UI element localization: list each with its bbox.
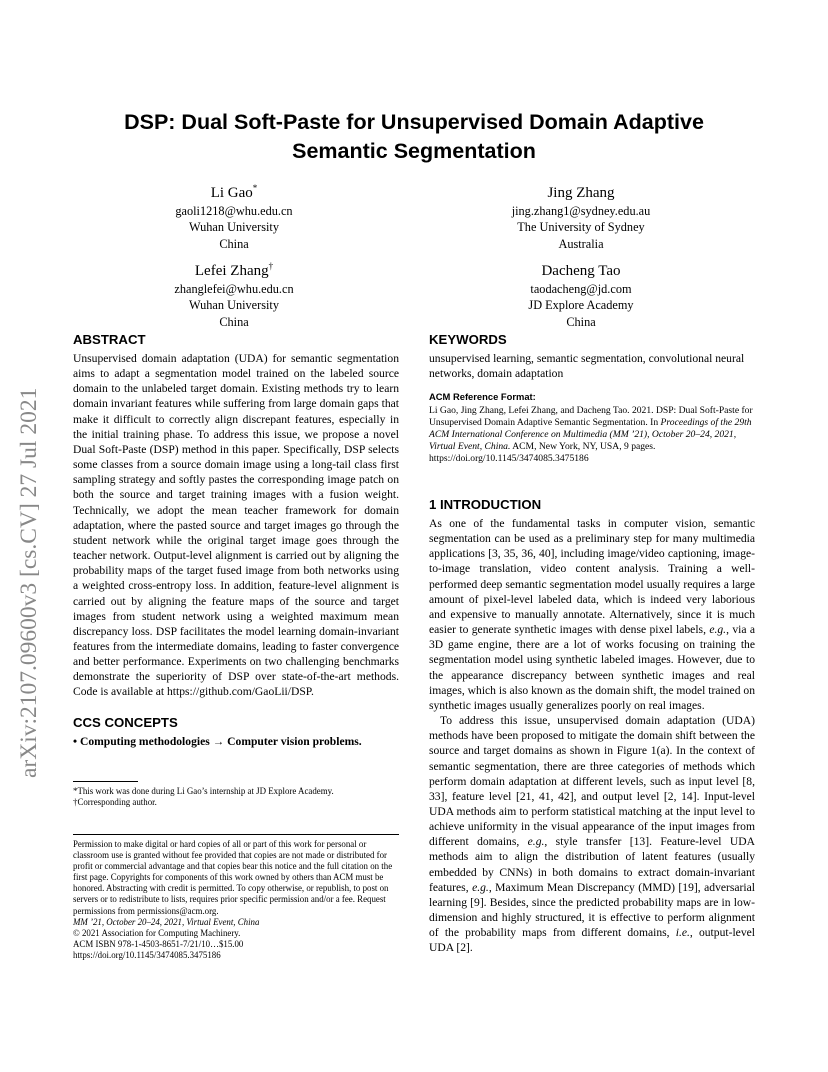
reference-format-heading: ACM Reference Format: [429, 391, 536, 402]
reference-citation: Li Gao, Jing Zhang, Lefei Zhang, and Dacheng Tao. 2021. DSP: Dual Soft-Paste for Unsupervised Domain Adaptive Semantic Segmentation. In [429, 405, 753, 429]
abstract-text: Unsupervised domain adaptation (UDA) for semantic segmentation aims to adapt a segmentation model trained on the labeled source domain to the unlabeled target domain. Existing methods try to learn domain invariant features while suffering from large domain gaps that make it difficult to correctly align discrepant features, especially in the initial training phase. To address this issue, we propose a novel Dual Soft-Paste (DSP) method in this paper. Specifically, DSP selects some classes from a source domain image using a long-tail class first sampling strategy and softly pastes the corresponding image patch on both the source and target training images with a fusion weight. Technically, we adopt the mean teacher framework for domain adaptation, where the pasted source and target images go through the student network while the original target image goes through the teacher network. Output-level alignment is carried out by aligning the probability maps of the target fused image from both networks using a weighted cross-entropy loss. In addition, feature-level alignment is carried out by aligning the feature maps of the source and target images from student network using a weighted maximum mean discrepancy loss. DSP facilitates the model learning domain-invariant features from the intermediate domains, leading to faster convergence and better performance. Experiments on two challenging benchmarks demonstrate the superiority of DSP over state-of-the-art methods. Code is available at https://github.com/GaoLii/DSP. [73, 352, 399, 699]
title-line-1: DSP: Dual Soft-Paste for Unsupervised Domain Adaptive [124, 110, 704, 134]
keywords-section [429, 332, 755, 381]
author-affiliation: JD Explore Academy [528, 298, 634, 313]
intro-paragraph-1: As one of the fundamental tasks in computer vision, semantic segmentation can be used as a preliminary step for many multimedia applications [3, 35, 36, 40], including image/video captioning, image-to-image translation, video content analysis. Training a well-performed deep semantic segmentation model usually requires a large amount of pixel-level labeled data, which is indeed very laborious and expensive to manually annotate. Alternatively, since it is much easier to generate synthetic images with dense pixel labels, e.g., via a 3D game engine, there are a lot of works focusing on training the segmentation model using synthetic labeled images. However, due to the appearance discrepancy between synthetic images and real images, which is also known as the domain shift, the model trained on synthetic images usually generalizes poorly on real images. [429, 517, 755, 712]
author-name: Li Gao [210, 185, 253, 201]
author-block-li-gao [94, 179, 374, 252]
abstract-heading: ABSTRACT [73, 332, 146, 347]
permission-doi: https://doi.org/10.1145/3474085.3475186 [73, 949, 221, 960]
author-name: Dacheng Tao [541, 263, 621, 279]
introduction-section [429, 497, 755, 956]
reference-proceedings: Proceedings of the 29th ACM International Conference on Multimedia (MM ’21), October 20–24, 2021, Virtual Event, China. [429, 417, 752, 453]
author-country: China [219, 314, 249, 329]
permission-text: Permission to make digital or hard copies of all or part of this work for personal or classroom use is granted without fee provided that copies are not made or distributed for profit or commercial advantage and that copies bear this notice and the full citation on the first page. Copyrights for components of this work owned by others than ACM must be honored. Abstracting with credit is permitted. To copy otherwise, or republish, to post on servers or to redistribute to lists, requires prior specific permission and/or a fee. Request permissions from permissions@acm.org. [73, 839, 393, 916]
author-email: gaoli1218@whu.edu.cn [175, 204, 293, 218]
author-email: jing.zhang1@sydney.edu.au [511, 204, 651, 218]
footnote-1: *This work was done during Li Gao’s internship at JD Explore Academy. [73, 786, 334, 796]
footnote-rule [73, 781, 138, 782]
author-block-jing-zhang [441, 179, 721, 252]
title-line-2: Semantic Segmentation [292, 139, 536, 163]
footnote-2: †Corresponding author. [73, 797, 157, 808]
author-country: China [219, 236, 249, 251]
keywords-text: unsupervised learning, semantic segmentation, convolutional neural networks, domain adaptation [429, 352, 745, 381]
author-affiliation: Wuhan University [188, 298, 279, 313]
permission-isbn: ACM ISBN 978-1-4503-8651-7/21/10…$15.00 [73, 938, 244, 949]
reference-format [429, 391, 755, 465]
author-email: zhanglefei@whu.edu.cn [174, 282, 294, 296]
author-email: taodacheng@jd.com [530, 282, 632, 296]
author-country: China [566, 314, 596, 329]
paper-title [60, 108, 768, 166]
permission-block [73, 839, 399, 961]
introduction-heading: 1 INTRODUCTION [429, 497, 542, 512]
author-affiliation: Wuhan University [188, 220, 279, 235]
author-country: Australia [558, 236, 604, 251]
author-affiliation: The University of Sydney [517, 220, 645, 235]
keywords-heading: KEYWORDS [429, 332, 507, 347]
ccs-text: • Computing methodologies → Computer vision problems. [73, 734, 362, 748]
permission-rule [73, 834, 399, 835]
author-name: Jing Zhang [547, 185, 615, 201]
arxiv-stamp: arXiv:2107.09600v3 [cs.CV] 27 Jul 2021 [16, 387, 42, 778]
intro-paragraph-2: To address this issue, unsupervised domain adaptation (UDA) methods have been proposed to mitigate the domain shift between the source and target domains as shown in Figure 1(a). In the context of semantic segmentation, there are three categories of methods which perform domain adaptation at different levels, such as input level [8, 33], feature level [21, 41, 42], and output level [2, 14]. Input-level UDA methods aim to perform statistical matching at the input level to achieve uniformity in the visual appearance of the input images from different domains, e.g., style transfer [13]. Feature-level UDA methods aim to align the distribution of latent features (usually embedded by CNNs) in both domains to extract domain-invariant features, e.g., Maximum Mean Discrepancy (MMD) [19], adversarial learning [9]. Besides, since the predicted probability maps are in low-dimension and highly structured, it is effective to perform alignment of the probability maps from different domains, i.e., output-level UDA [2]. [429, 714, 755, 955]
author-mark: * [252, 183, 258, 193]
author-block-dacheng-tao [441, 257, 721, 330]
author-mark: † [268, 261, 274, 271]
author-name: Lefei Zhang [194, 263, 269, 279]
footnotes [73, 786, 399, 808]
permission-venue: MM ’21, October 20–24, 2021, Virtual Event, China [73, 916, 260, 927]
ccs-heading: CCS CONCEPTS [73, 714, 178, 730]
abstract-section [73, 332, 399, 749]
permission-copyright: © 2021 Association for Computing Machinery. [73, 927, 241, 938]
reference-publisher: ACM, New York, NY, USA, 9 pages. https://doi.org/10.1145/3474085.3475186 [429, 441, 656, 465]
author-block-lefei-zhang [94, 257, 374, 330]
